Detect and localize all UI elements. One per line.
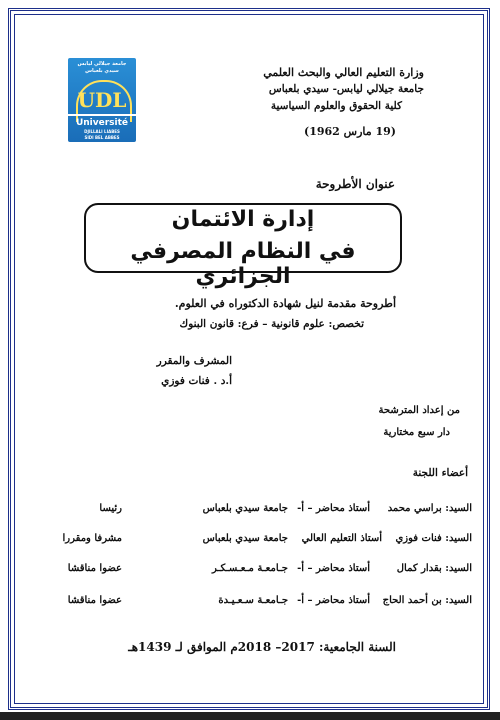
member-rank: أستاذ محاضر – أ- <box>297 503 370 514</box>
supervisor-label: المشرف والمقرر <box>156 355 232 367</box>
member-role: مشرفا ومقررا <box>62 533 122 544</box>
university-logo <box>68 58 136 142</box>
member-institution: جـامعـة مـعـسـكـر <box>212 563 288 574</box>
member-institution: جامعة سيدي بلعباس <box>202 533 288 544</box>
thesis-title-box <box>84 203 402 289</box>
logo-monogram: UDL <box>77 88 127 112</box>
member-name: السيد: بن أحمد الحاج <box>382 595 472 606</box>
page-bottom-edge <box>0 712 500 720</box>
faculty-name: كلية الحقوق والعلوم السياسية <box>270 100 402 112</box>
member-role: عضوا مناقشا <box>67 595 122 606</box>
member-role: رئيسا <box>99 503 122 514</box>
logo-brand-sub: DJILLALI LIABES <box>84 129 120 134</box>
logo-motto: SIDI BEL ABBES <box>84 135 120 140</box>
member-institution: جـامعـة سـعـيـدة <box>218 595 288 606</box>
thesis-title-line2: في النظام المصرفي الجزائري <box>130 239 356 289</box>
logo-brand: Université <box>75 118 129 128</box>
founding-date: (19 مارس 1962) <box>303 125 396 138</box>
member-rank: أستاذ التعليم العالي <box>301 533 382 544</box>
university-name: جامعة جيلالي ليابس- سيدي بلعباس <box>268 83 424 95</box>
member-role: عضوا مناقشا <box>67 563 122 574</box>
ministry-name: وزارة التعليم العالي والبحث العلمي <box>263 66 424 79</box>
academic-year: السنة الجامعية: 2017– 2018م الموافق لـ 1439هـ <box>128 640 396 654</box>
member-name: السيد: فنات فوزي <box>395 533 472 544</box>
thesis-title-label: عنوان الأطروحة <box>315 177 395 191</box>
candidate-label: من إعداد المترشحة <box>378 405 460 416</box>
degree-statement: أطروحة مقدمة لنيل شهادة الدكتوراه في العلوم. <box>174 297 396 310</box>
member-name: السيد: براسي محمد <box>387 503 472 514</box>
supervisor-name: أ.د . فنات فوزي <box>161 375 232 387</box>
logo-top-text: جامعة جيلالي ليابس <box>77 61 127 67</box>
member-rank: أستاذ محاضر – أ- <box>297 563 370 574</box>
specialty: تخصص: علوم قانونية – فرع: قانون البنوك <box>179 318 364 330</box>
thesis-title-line1: إدارة الائتمان <box>171 207 315 232</box>
member-rank: أستاذ محاضر – أ- <box>297 595 370 606</box>
logo-sub-text: سيدي بلعباس <box>85 68 119 74</box>
member-institution: جامعة سيدي بلعباس <box>202 503 288 514</box>
committee-label: أعضاء اللجنة <box>412 467 468 479</box>
member-name: السيد: بقدار كمال <box>396 563 472 574</box>
candidate-name: دار سبع مختارية <box>383 427 450 438</box>
logo-band <box>68 114 136 116</box>
